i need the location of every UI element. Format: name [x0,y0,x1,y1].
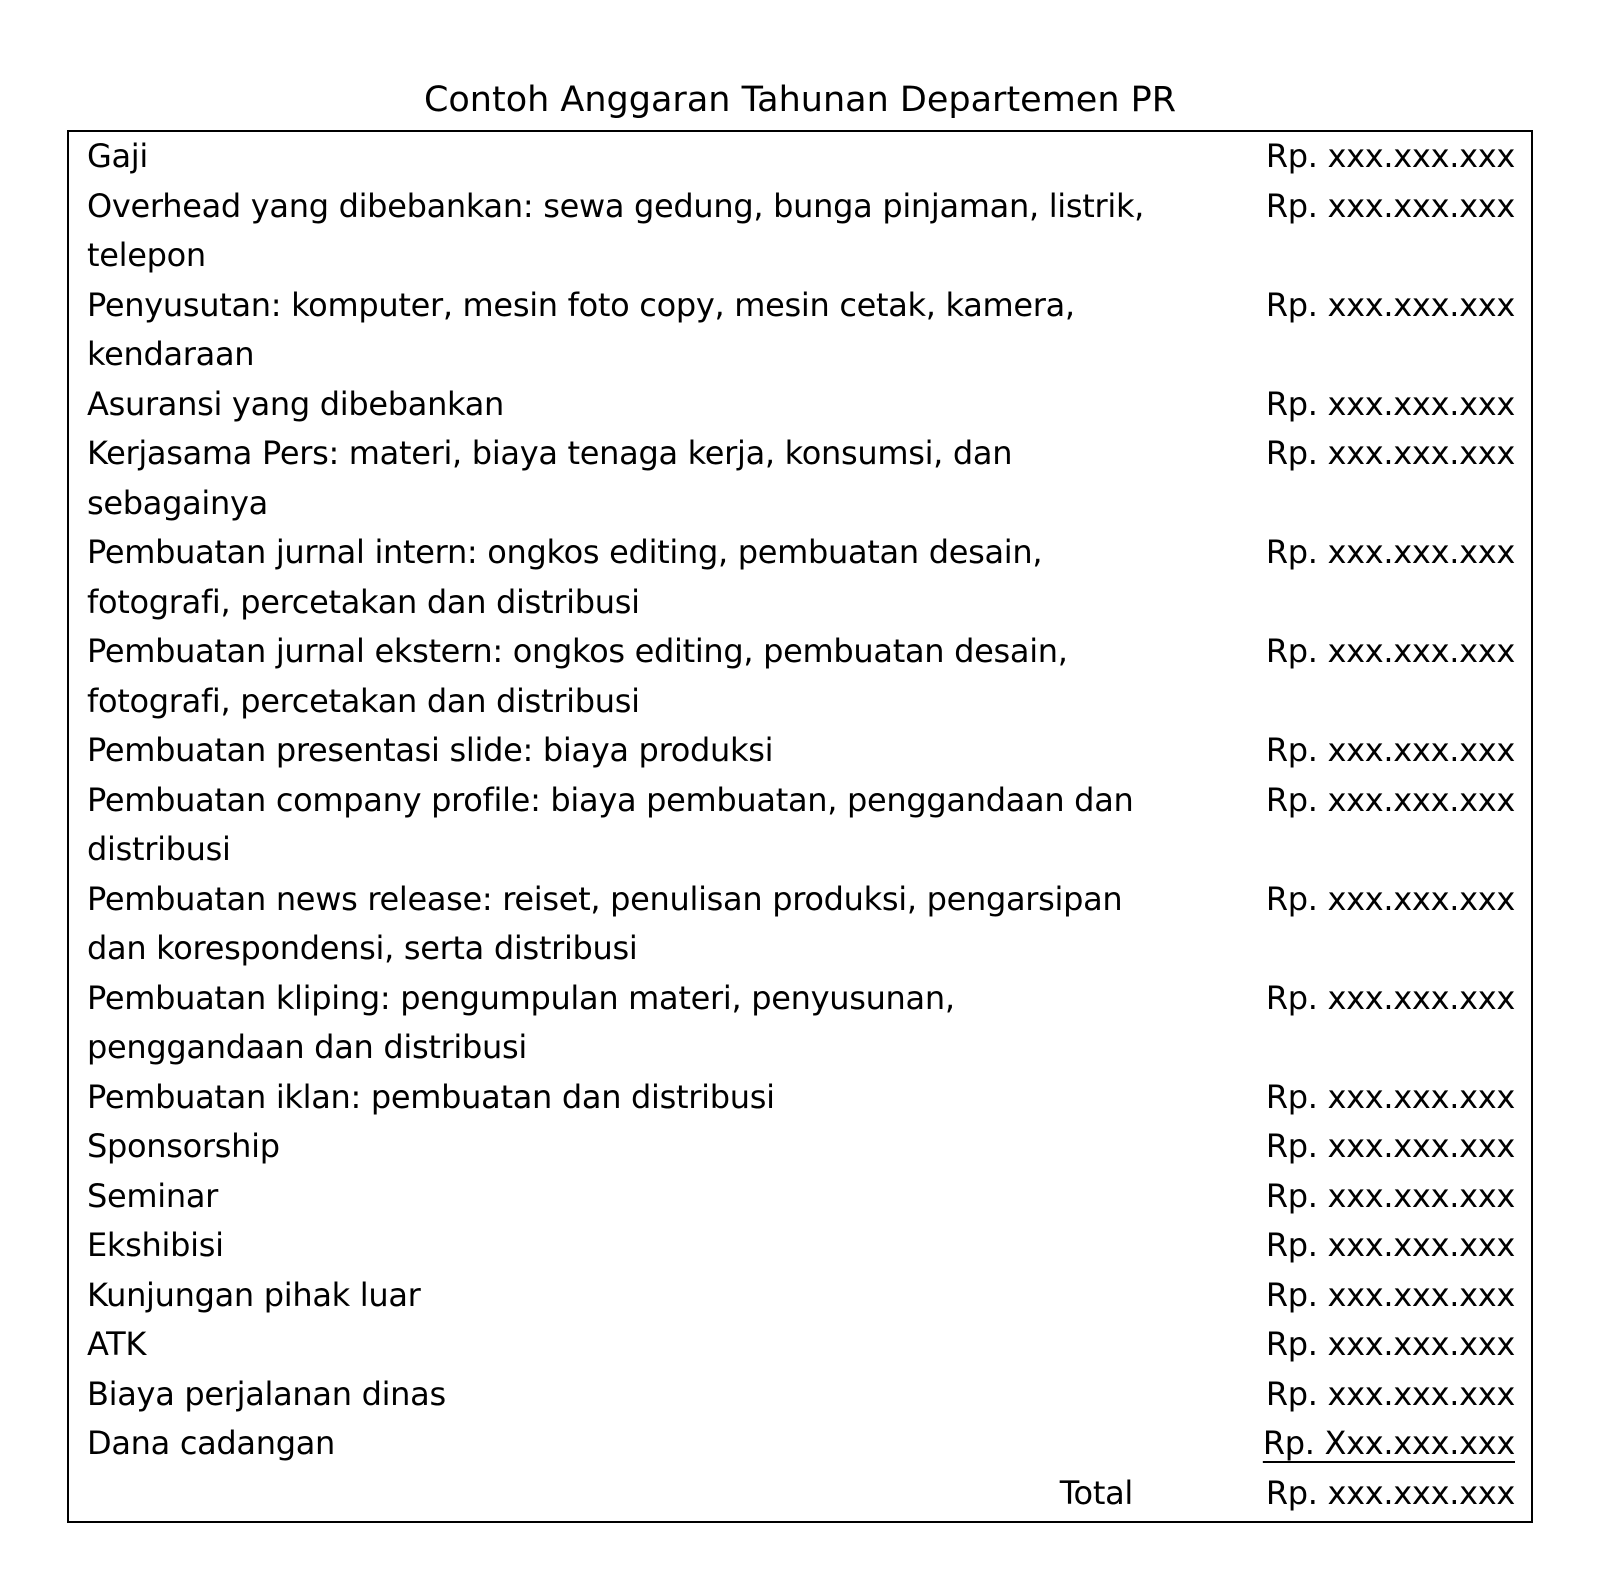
budget-item-amount: Rp. xxx.xxx.xxx [1265,731,1515,769]
budget-item-amount: Rp. xxx.xxx.xxx [1265,879,1515,918]
budget-item-amount: Rp. xxx.xxx.xxx [1265,978,1515,1017]
document-title: Contoh Anggaran Tahunan Departemen PR [423,80,1177,120]
budget-item-description: Pembuatan news release: reiset, penulisan produksi, pengarsipan dan korespondensi, serta distribusi [87,879,1123,967]
budget-table [67,130,1533,1523]
budget-item-description: Overhead yang dibebankan: sewa gedung, bunga pinjaman, listrik, telepon [87,186,1145,274]
budget-item-description: Biaya perjalanan dinas [87,1374,446,1413]
budget-item-description: ATK [87,1325,147,1363]
budget-item-amount: Rp. Xxx.xxx.xxx [1262,1424,1515,1462]
budget-item-amount: Rp. xxx.xxx.xxx [1265,1275,1515,1314]
budget-item-description: Asuransi yang dibebankan [87,384,505,423]
budget-item-amount: Rp. xxx.xxx.xxx [1265,533,1515,571]
budget-item-description: Dana cadangan [87,1424,336,1462]
budget-item-amount: Rp. xxx.xxx.xxx [1265,1176,1515,1215]
total-amount: Rp. xxx.xxx.xxx [1265,1473,1515,1512]
budget-item-description: Pembuatan iklan: pembuatan dan distribusi [87,1077,775,1116]
budget-item-description: Pembuatan jurnal ekstern: ongkos editing, pembuatan desain, fotografi, percetakan dan distribusi [87,632,1068,720]
budget-item-description: Pembuatan jurnal intern: ongkos editing, pembuatan desain, fotografi, percetakan dan distribusi [87,533,1043,621]
budget-item-amount: Rp. xxx.xxx.xxx [1265,1127,1515,1165]
budget-item-description: Pembuatan company profile: biaya pembuatan, penggandaan dan distribusi [87,780,1134,868]
budget-item-amount: Rp. xxx.xxx.xxx [1265,632,1515,670]
budget-item-amount: Rp. xxx.xxx.xxx [1265,186,1515,225]
budget-item-amount: Rp. xxx.xxx.xxx [1265,384,1515,423]
budget-item-description: Penyusutan: komputer, mesin foto copy, mesin cetak, kamera, kendaraan [87,285,1075,373]
budget-item-description: Kerjasama Pers: materi, biaya tenaga kerja, konsumsi, dan sebagainya [87,434,1013,522]
budget-item-description: Gaji [87,137,148,175]
budget-item-description: Seminar [87,1176,219,1215]
budget-item-description: Ekshibisi [87,1226,224,1264]
total-label: Total [1059,1473,1133,1512]
budget-item-amount: Rp. xxx.xxx.xxx [1265,1077,1515,1116]
budget-item-description: Pembuatan kliping: pengumpulan materi, penyusunan, penggandaan dan distribusi [87,978,955,1066]
budget-item-amount: Rp. xxx.xxx.xxx [1265,137,1515,175]
budget-item-amount: Rp. xxx.xxx.xxx [1265,1226,1515,1264]
budget-item-amount: Rp. xxx.xxx.xxx [1265,1374,1515,1413]
budget-item-amount: Rp. xxx.xxx.xxx [1265,285,1515,324]
budget-item-amount: Rp. xxx.xxx.xxx [1265,434,1515,472]
budget-item-description: Kunjungan pihak luar [87,1275,421,1314]
budget-item-description: Sponsorship [87,1127,280,1165]
budget-item-description: Pembuatan presentasi slide: biaya produksi [87,731,774,769]
budget-item-amount: Rp. xxx.xxx.xxx [1265,780,1515,819]
budget-item-amount: Rp. xxx.xxx.xxx [1265,1325,1515,1363]
